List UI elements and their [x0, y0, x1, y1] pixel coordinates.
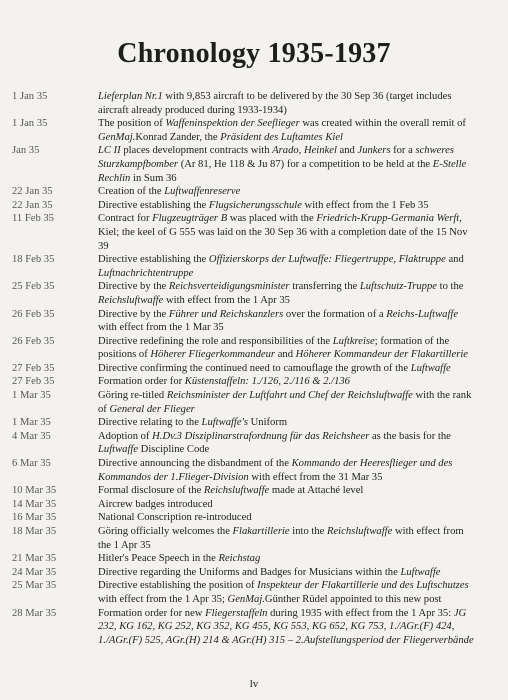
entry-text-segment: places development contracts with — [120, 145, 273, 157]
entry-text-segment: Günther Rüdel appointed to this new post — [264, 593, 442, 605]
entry-text — [98, 416, 476, 430]
entry-text-segment: with effect from the 1 Apr 35 — [163, 294, 290, 306]
entry-text-segment: H.Dv.3 Disziplinarstrafordnung für das Reichsheer — [152, 430, 370, 442]
entry-text-segment: Directive announcing the disbandment of the — [98, 458, 292, 470]
entry-text-segment: Discipline Code — [138, 444, 210, 456]
entry-text-segment: The position of — [98, 118, 166, 130]
entry-date: 26 Feb 35 — [12, 308, 55, 320]
chronology-entry — [0, 457, 508, 484]
entry-text-segment: Uniform — [247, 417, 288, 429]
entry-text-segment: Kommando der Heeresflieger und des Kommandos der 1.Flieger-Division — [98, 458, 453, 483]
entry-date: 1 Mar 35 — [12, 417, 51, 429]
entry-date: 28 Mar 35 — [12, 607, 57, 619]
entry-text-segment: Offizierskorps der Luftwaffe: Fliegertruppe, Flaktruppe — [208, 254, 446, 266]
chronology-entry — [0, 430, 508, 457]
entry-date: 1 Jan 35 — [12, 118, 48, 130]
entry-text-segment: Directive regarding the Uniforms and Badges for Musicians within the — [98, 566, 401, 578]
entry-text-segment: GenMaj. — [98, 131, 136, 143]
entry-text-segment: Kiel; the keel of G 555 was laid on the 30 Sep 36 with a completion date of the 15 Nov 39 — [98, 226, 468, 252]
entry-text-segment: Directive establishing the position of — [98, 580, 258, 592]
chronology-entry — [0, 199, 508, 213]
entry-text-segment: Reichsluftwaffe — [203, 485, 270, 497]
entry-text-segment: and — [275, 349, 296, 361]
entry-date: 24 Mar 35 — [12, 566, 57, 578]
entry-text — [98, 308, 476, 335]
entry-text-segment: Höherer Kommandeur der Flakartillerie — [295, 349, 468, 361]
entry-text — [98, 335, 476, 362]
entry-text-segment: with effect from the 31 Mar 35 — [248, 471, 383, 483]
entry-text — [98, 185, 476, 199]
chronology-entry — [0, 498, 508, 512]
entry-text-segment: and — [336, 145, 358, 157]
entry-date: 22 Jan 35 — [12, 186, 53, 198]
entry-text-segment: made at Attaché level — [269, 485, 364, 497]
entry-text — [98, 457, 476, 484]
entry-text-segment: during 1935 with effect from the 1 Apr 35: — [267, 607, 454, 619]
entry-text-segment: for a — [390, 145, 416, 157]
entry-text-segment: to the — [436, 281, 464, 293]
entry-date: 10 Mar 35 — [12, 485, 57, 497]
entry-text-segment: Flakartillerie — [232, 526, 290, 537]
entry-text-segment: as the basis for the — [369, 430, 451, 442]
entry-text-segment: Luftwaffenreserve — [164, 186, 241, 198]
entry-date: 1 Mar 35 — [12, 390, 51, 402]
entry-date: 11 Feb 35 — [12, 213, 54, 225]
entry-text — [98, 212, 476, 253]
entry-text-segment: Friedrich-Krupp-Germania Werft, — [316, 213, 462, 225]
entry-date: 26 Feb 35 — [12, 335, 55, 347]
chronology-entry — [0, 280, 508, 307]
entry-date: 16 Mar 35 — [12, 512, 57, 524]
entry-text-segment: Luftkreise — [332, 335, 375, 347]
entry-text-segment: National Conscription re-introduced — [98, 512, 252, 524]
entry-text-segment: Arado, Heinkel — [272, 145, 337, 157]
entry-text-segment: Küstenstaffeln: 1./126, 2./116 & 2./136 — [184, 376, 350, 388]
chronology-entry — [0, 484, 508, 498]
entry-text — [98, 362, 476, 376]
entry-text — [98, 430, 476, 457]
entry-text-segment: Creation of the — [98, 186, 165, 198]
entry-text-segment: Reichsverteidigungsminister — [168, 281, 290, 293]
entry-text-segment: GenMaj. — [227, 593, 265, 605]
entry-text-segment: Höherer Fliegerkommandeur — [150, 349, 276, 361]
entry-text-segment: schweres Sturzkampfbomber — [98, 145, 454, 170]
entry-text-segment: E-Stelle Rechlin — [98, 158, 467, 184]
entry-text — [98, 389, 476, 416]
entry-text-segment: Directive by the — [98, 308, 169, 320]
entry-text-segment: with effect from the 1 Mar 35 — [98, 322, 224, 334]
entry-date: 27 Feb 35 — [12, 376, 55, 388]
chronology-entry — [0, 212, 508, 253]
chronology-entry — [0, 552, 508, 566]
entry-date: 25 Feb 35 — [12, 281, 55, 293]
entry-text-segment: Contract for — [98, 213, 153, 225]
entry-text-segment: (Ar 81, He 118 & Ju 87) for a competition to be held at the — [178, 158, 433, 170]
entry-text — [98, 117, 476, 144]
chronology-entry — [0, 117, 508, 144]
entry-text-segment: and — [445, 254, 464, 266]
entry-text — [98, 552, 476, 566]
entry-text-segment: Konrad Zander, the — [135, 131, 221, 143]
entry-text-segment: Flugzeugträger B — [152, 213, 228, 225]
entry-date: 6 Mar 35 — [12, 458, 51, 470]
entry-date: 25 Mar 35 — [12, 580, 57, 592]
entry-text — [98, 280, 476, 307]
chronology-entry — [0, 566, 508, 580]
entry-text — [98, 579, 476, 606]
entry-text-segment: Luftnachrichtentruppe — [98, 267, 194, 279]
chronology-entry — [0, 335, 508, 362]
entry-date: 22 Jan 35 — [12, 199, 53, 211]
entry-text-segment: was created within the overall remit of — [299, 118, 466, 130]
entry-text-segment: Adoption of — [98, 430, 153, 442]
entry-text-segment: Directive redefining the role and responsibilities of the — [98, 335, 333, 347]
entry-text-segment: Formation order for new — [98, 607, 206, 619]
entry-text-segment: was placed with the — [227, 213, 317, 225]
entry-text-segment: over the formation of a — [283, 308, 387, 320]
entry-text — [98, 375, 476, 389]
entry-date: 27 Feb 35 — [12, 362, 55, 374]
entry-text-segment: Reichstag — [218, 553, 261, 565]
chronology-entry — [0, 144, 508, 185]
chronology-entry — [0, 579, 508, 606]
entry-text-segment: with the rank of — [98, 390, 472, 415]
entry-date: Jan 35 — [12, 145, 40, 157]
entry-text-segment: Directive relating to the — [98, 417, 202, 429]
entry-text-segment: Luftwaffe — [400, 566, 441, 578]
entry-text-segment: Junkers — [357, 145, 391, 157]
entry-text-segment: Göring officially welcomes the — [98, 526, 233, 537]
chronology-list — [0, 90, 508, 647]
chronology-entry — [0, 375, 508, 389]
chronology-entry — [0, 511, 508, 525]
entry-text-segment: Inspekteur der Flakartillerie und des Luftschutzes — [257, 580, 469, 592]
entry-text-segment: Göring re-titled — [98, 390, 167, 402]
entry-text — [98, 199, 476, 213]
entry-text-segment: Führer und Reichskanzlers — [168, 308, 284, 320]
chronology-entry — [0, 389, 508, 416]
entry-text-segment: Luftwaffe's — [201, 417, 248, 429]
entry-text-segment: with 9,853 aircraft to be delivered by the 30 Sep 36 (target includes aircraft already produced during 1933-1934) — [98, 91, 452, 116]
chronology-entry — [0, 607, 508, 648]
entry-date: 4 Mar 35 — [12, 430, 51, 442]
entry-text-segment: Formation order for — [98, 376, 185, 388]
chronology-entry — [0, 525, 508, 552]
entry-text-segment: Luftwaffe — [410, 362, 451, 374]
entry-text-segment: Directive confirming the continued need to camouflage the growth of the — [98, 362, 411, 374]
entry-text-segment: Reichs-Luftwaffe — [386, 308, 459, 320]
entry-text — [98, 484, 476, 498]
entry-text — [98, 566, 476, 580]
entry-text-segment: with effect from the 1 Feb 35 — [301, 199, 429, 211]
entry-text-segment: General der Flieger — [109, 403, 195, 415]
entry-text — [98, 525, 476, 552]
entry-text-segment: Luftschutz-Truppe — [359, 281, 437, 293]
entry-date: 21 Mar 35 — [12, 553, 57, 565]
entry-text-segment: Reichsminister der Luftfahrt und Chef der Reichsluftwaffe — [166, 390, 413, 402]
chronology-entry — [0, 308, 508, 335]
entry-text-segment: Luftwaffe — [98, 444, 139, 456]
entry-text-segment: Reichsluftwaffe — [98, 294, 164, 306]
entry-text — [98, 253, 476, 280]
entry-text — [98, 511, 476, 525]
page-number: lv — [249, 678, 259, 690]
entry-text-segment: transferring the — [289, 281, 360, 293]
entry-text-segment: Lieferplan Nr.1 — [98, 91, 163, 102]
entry-date: 14 Mar 35 — [12, 498, 57, 510]
entry-text-segment: Präsident des Luftamtes Kiel — [220, 131, 343, 143]
entry-text-segment: Waffeninspektion der Seeflieger — [165, 118, 300, 130]
chronology-entry — [0, 90, 508, 117]
entry-text — [98, 144, 476, 185]
entry-text-segment: into the — [289, 526, 327, 537]
entry-text-segment: with effect from the 1 Apr 35; — [98, 593, 228, 605]
entry-date: 18 Mar 35 — [12, 526, 57, 537]
entry-text-segment: Flugsicherungsschule — [208, 199, 302, 211]
entry-text — [98, 90, 476, 117]
entry-text — [98, 498, 476, 512]
entry-text-segment: Directive establishing the — [98, 199, 209, 211]
entry-text-segment: Directive by the — [98, 281, 169, 293]
entry-text-segment: with effect from the 1 Apr 35 — [98, 526, 464, 551]
entry-text-segment: LC II — [98, 145, 121, 157]
chronology-entry — [0, 416, 508, 430]
entry-text-segment: Formal disclosure of the — [98, 485, 204, 497]
entry-date: 1 Jan 35 — [12, 91, 48, 102]
chronology-entry — [0, 253, 508, 280]
entry-text-segment: Hitler's Peace Speech in the — [98, 553, 219, 565]
entry-text-segment: ; formation of the positions of — [98, 335, 450, 361]
chronology-entry — [0, 362, 508, 376]
entry-text — [98, 607, 476, 648]
chronology-entry — [0, 185, 508, 199]
entry-text-segment: in Sum 36 — [130, 172, 177, 184]
page-title: Chronology 1935-1937 — [117, 38, 391, 69]
entry-text-segment: Reichsluftwaffe — [327, 526, 393, 537]
entry-text-segment: JG 232, KG 162, KG 252, KG 352, KG 455, KG 553, KG 652, KG 753, 1./AGr.(F) 424, 1./AGr.(F) 525, AGr.(H) 214 & AGr.(H) 315 – 2.Aufstellungsperiod der Fliegerverbände — [98, 607, 474, 646]
entry-date: 18 Feb 35 — [12, 254, 55, 266]
entry-text-segment: Fliegerstaffeln — [205, 607, 268, 619]
entry-text-segment: Aircrew badges introduced — [98, 498, 213, 510]
entry-text-segment: Directive establishing the — [98, 254, 209, 266]
